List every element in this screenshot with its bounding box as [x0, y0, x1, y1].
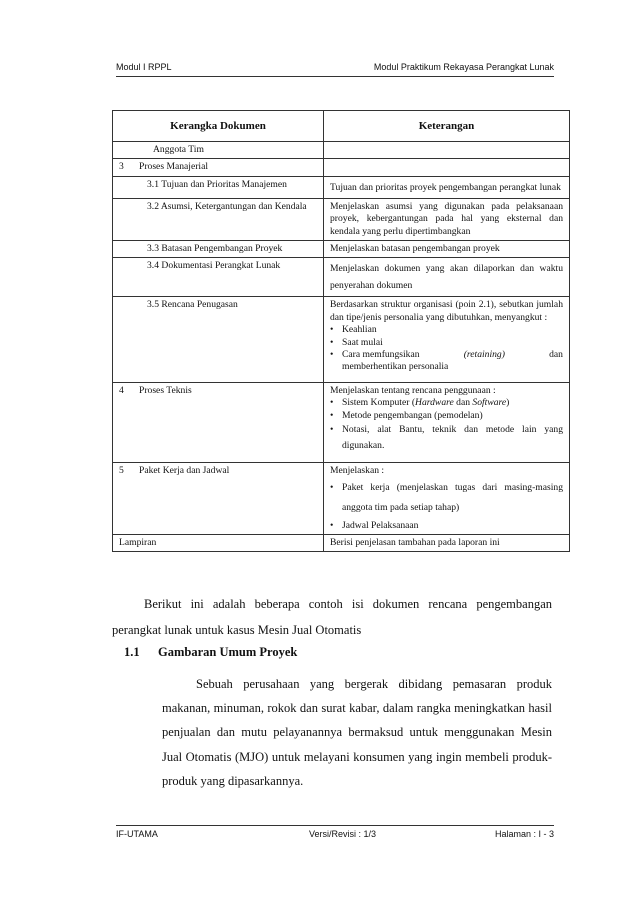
row-desc	[324, 142, 570, 159]
bullet-list	[330, 397, 563, 454]
row-desc-text: Berdasarkan struktur organisasi (poin 2.1), sebutkan jumlah dan tipe/jenis personalia yang dibutuhkan, menyangkut :	[330, 299, 563, 323]
table-row	[113, 241, 570, 258]
table-row	[113, 142, 570, 159]
row-desc	[324, 297, 570, 382]
section-heading	[124, 645, 297, 660]
table-row	[113, 534, 570, 551]
row-desc	[324, 159, 570, 176]
bullet-list	[330, 478, 563, 532]
table-row	[113, 198, 570, 240]
row-label: 3.5 Rencana Penugasan	[113, 297, 324, 382]
table-row	[113, 297, 570, 382]
row-label	[113, 382, 324, 462]
footer-right: Halaman : I - 3	[494, 829, 554, 839]
row-label: 3.2 Asumsi, Ketergantungan dan Kendala	[113, 198, 324, 240]
row-label: 3.1 Tujuan dan Prioritas Manajemen	[113, 176, 324, 198]
section-number: 1.1	[124, 645, 140, 659]
list-item-italic: Software	[472, 397, 507, 409]
footer-rule	[116, 825, 554, 826]
col-header-keterangan: Keterangan	[324, 111, 570, 142]
table-row	[113, 159, 570, 176]
page-header	[116, 62, 554, 72]
list-item	[342, 397, 563, 409]
row-label: Anggota Tim	[113, 142, 324, 159]
row-label: Lampiran	[113, 534, 324, 551]
row-desc: Menjelaskan dokumen yang akan dilaporkan dan waktu penyerahan dokumen	[324, 258, 570, 297]
document-outline-table	[112, 110, 570, 552]
row-title: Proses Manajerial	[139, 161, 209, 173]
row-desc: Menjelaskan asumsi yang digunakan pada pelaksanaan proyek, kebergantungan pada hal yang eksternal dan kendala yang perlu dipertimbangkan	[324, 198, 570, 240]
row-desc: Tujuan dan prioritas proyek pengembangan perangkat lunak	[324, 176, 570, 198]
header-rule	[116, 76, 554, 77]
table-row	[113, 176, 570, 198]
row-label: 3.4 Dokumentasi Perangkat Lunak	[113, 258, 324, 297]
intro-paragraph: Berikut ini adalah beberapa contoh isi dokumen rencana pengembangan perangkat lunak untuk kasus Mesin Jual Otomatis	[112, 597, 552, 637]
list-item: • Jadwal Pelaksanaan	[342, 520, 563, 532]
list-item-text: Sistem Komputer (	[342, 397, 416, 409]
row-desc	[324, 463, 570, 535]
list-item-text: • Cara memfungsikan	[342, 349, 420, 361]
list-item-text: dan	[549, 349, 563, 361]
section-title: Gambaran Umum Proyek	[158, 645, 298, 659]
table-row	[113, 258, 570, 297]
col-header-kerangka: Kerangka Dokumen	[113, 111, 324, 142]
row-desc: Berisi penjelasan tambahan pada laporan ini	[324, 534, 570, 551]
row-number: 3	[119, 161, 124, 173]
header-left: Modul I RPPL	[116, 62, 172, 72]
list-item	[342, 349, 563, 374]
list-item-italic: Hardware	[415, 397, 454, 409]
list-item-text: )	[506, 397, 510, 409]
row-number: 5	[119, 465, 124, 477]
list-item: • Notasi, alat Bantu, teknik dan metode lain yang digunakan.	[342, 422, 563, 454]
row-title: Paket Kerja dan Jadwal	[139, 465, 230, 477]
list-item: • Paket kerja (menjelaskan tugas dari masing-masing anggota tim pada setiap tahap)	[342, 478, 563, 518]
table-row	[113, 382, 570, 462]
row-title: Proses Teknis	[139, 384, 192, 396]
list-item: • Saat mulai	[342, 337, 563, 349]
row-label	[113, 463, 324, 535]
list-item-text: dan	[453, 397, 473, 409]
row-desc: Menjelaskan batasan pengembangan proyek	[324, 241, 570, 258]
row-desc	[324, 382, 570, 462]
row-desc-text: Menjelaskan :	[330, 465, 385, 477]
header-right: Modul Praktikum Rekayasa Perangkat Lunak	[373, 62, 554, 72]
row-desc-text: Menjelaskan tentang rencana penggunaan :	[330, 384, 496, 396]
list-item-text: memberhentikan personalia	[342, 361, 449, 373]
row-label: 3.3 Batasan Pengembangan Proyek	[113, 241, 324, 258]
table-header-row	[113, 111, 570, 142]
body-paragraph: Sebuah perusahaan yang bergerak dibidang pemasaran produk makanan, minuman, rokok dan surat kabar, dalam rangka meningkatkan hasil penjualan dan mutu pelayanannya bermaksud untuk menggunakan Mesin Jual Otomatis (MJO) untuk melayani konsumen yang ingin membeli produk-produk yang dipasarkannya.	[162, 677, 552, 788]
list-item-italic: (retaining)	[463, 349, 505, 361]
list-item: • Keahlian	[342, 324, 563, 336]
footer-left: IF-UTAMA	[116, 829, 158, 839]
bullet-list	[330, 324, 563, 374]
list-item: • Metode pengembangan (pemodelan)	[342, 410, 563, 422]
table-row	[113, 463, 570, 535]
row-number: 4	[119, 384, 124, 396]
row-label	[113, 159, 324, 176]
footer-center: Versi/Revisi : 1/3	[309, 829, 377, 839]
